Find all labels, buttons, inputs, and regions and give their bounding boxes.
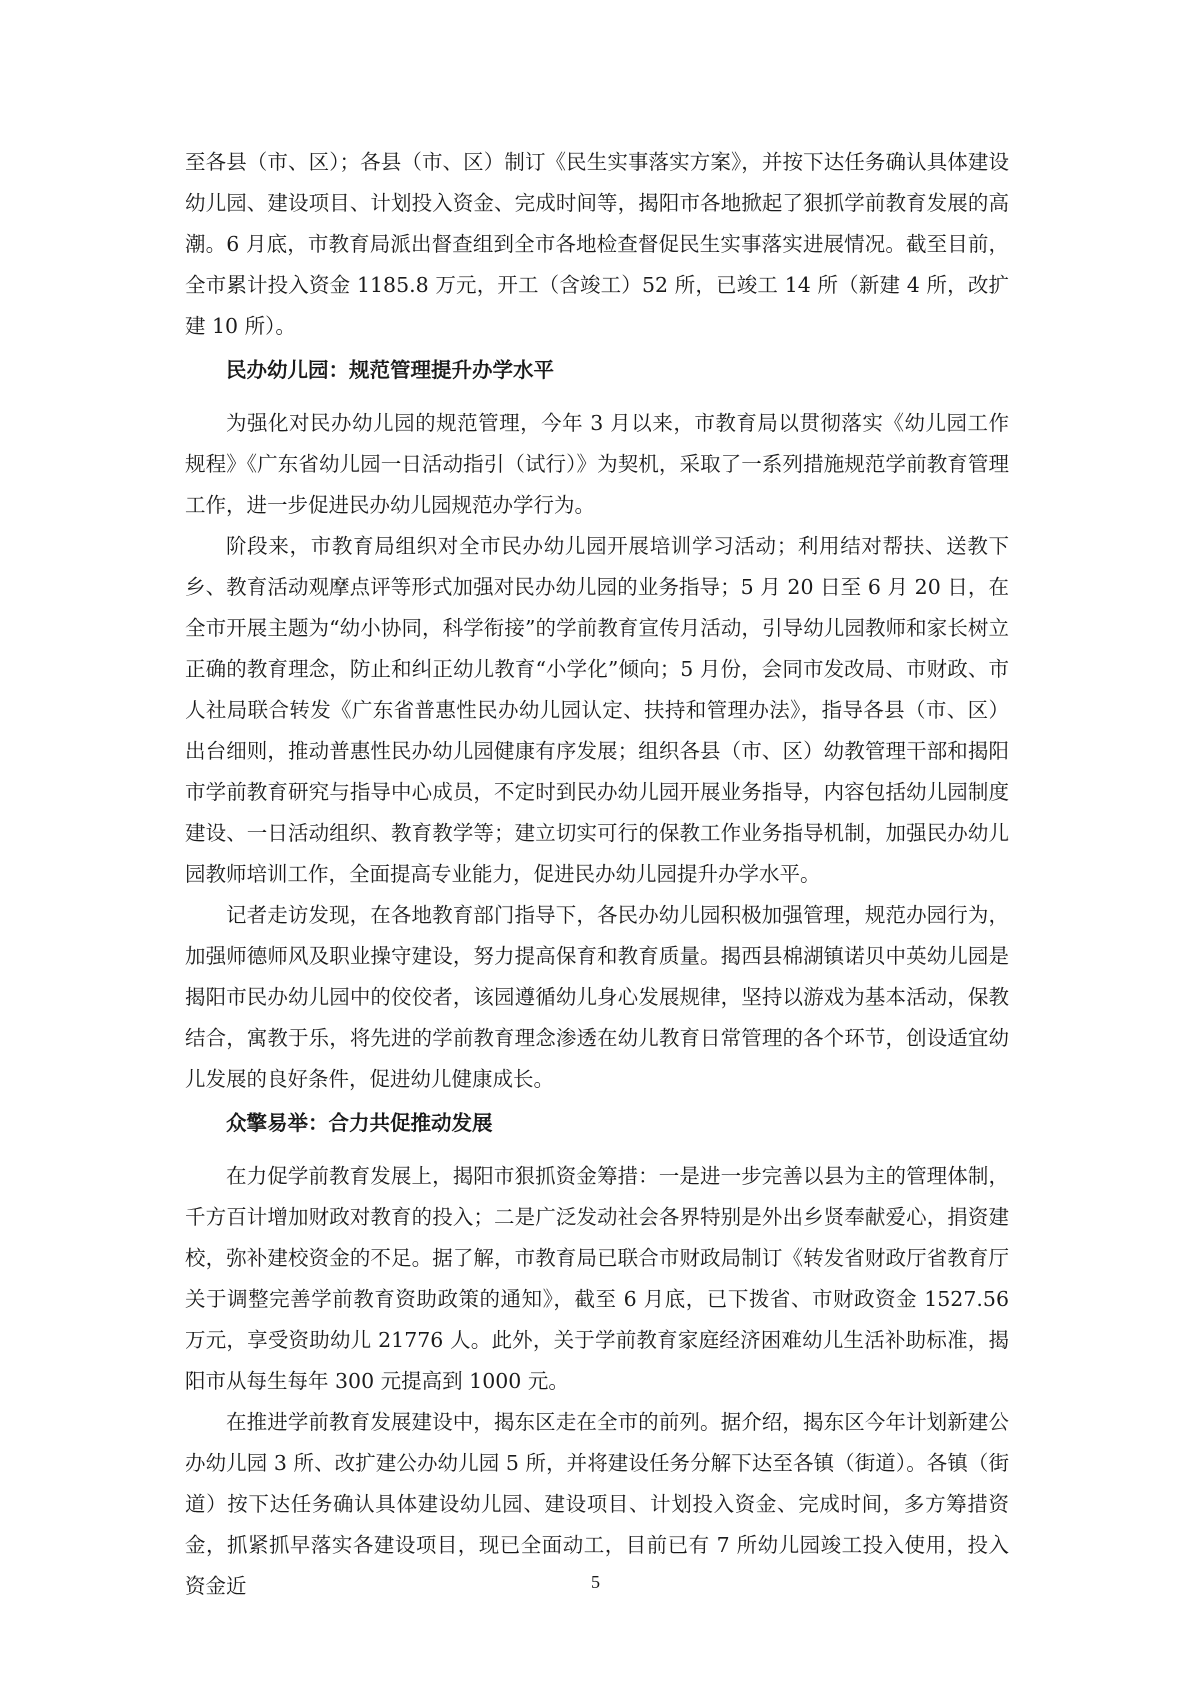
paragraph-2: 为强化对民办幼儿园的规范管理，今年 3 月以来，市教育局以贯彻落实《幼儿园工作规程》《广东省幼儿园一日活动指引（试行）》为契机，采取了一系列措施规范学前教育管理工作，进一步促进民办幼儿园规范办学行为。 <box>185 411 1009 517</box>
paragraph-5: 在力促学前教育发展上，揭阳市狠抓资金筹措：一是进一步完善以县为主的管理体制，千方百计增加财政对教育的投入；二是广泛发动社会各界特别是外出乡贤奉献爱心，捐资建校，弥补建校资金的不足。据了解，市教育局已联合市财政局制订《转发省财政厅省教育厅关于调整完善学前教育资助政策的通知》，截至 6 月底，已下拨省、市财政资金 1527.56 万元，享受资助幼儿 21776 人。此外，关于学前教育家庭经济困难幼儿生活补助标准，揭阳市从每生每年 300 元提高到 1000 元。 <box>185 1164 1009 1393</box>
page-number: 5 <box>591 1572 600 1592</box>
section-heading-joint-effort: 众擎易举：合力共促推动发展 <box>226 1111 493 1135</box>
paragraph-6: 在推进学前教育发展建设中，揭东区走在全市的前列。据介绍，揭东区今年计划新建公办幼儿园 3 所、改扩建公办幼儿园 5 所，并将建设任务分解下达至各镇（街道）。各镇（街道）按下达任务确认具体建设幼儿园、建设项目、计划投入资金、完成时间，多方筹措资金，抓紧抓早落实各建设项目，现已全面动工，目前已有 7 所幼儿园竣工投入使用，投入资金近 <box>185 1410 1009 1598</box>
section-heading-private-kindergarten: 民办幼儿园：规范管理提升办学水平 <box>226 358 554 382</box>
document-body <box>185 142 1009 1607</box>
paragraph-1: 至各县（市、区）；各县（市、区）制订《民生实事落实方案》，并按下达任务确认具体建设幼儿园、建设项目、计划投入资金、完成时间等，揭阳市各地掀起了狠抓学前教育发展的高潮。6 月底，市教育局派出督查组到全市各地检查督促民生实事落实进展情况。截至目前，全市累计投入资金 1185.8 万元，开工（含竣工）52 所，已竣工 14 所（新建 4 所，改扩建 10 所）。 <box>185 150 1009 338</box>
paragraph-3: 阶段来，市教育局组织对全市民办幼儿园开展培训学习活动；利用结对帮扶、送教下乡、教育活动观摩点评等形式加强对民办幼儿园的业务指导；5 月 20 日至 6 月 20 日，在全市开展主题为“幼小协同，科学衔接”的学前教育宣传月活动，引导幼儿园教师和家长树立正确的教育理念，防止和纠正幼儿教育“小学化”倾向；5 月份，会同市发改局、市财政、市人社局联合转发《广东省普惠性民办幼儿园认定、扶持和管理办法》，指导各县（市、区）出台细则，推动普惠性民办幼儿园健康有序发展；组织各县（市、区）幼教管理干部和揭阳市学前教育研究与指导中心成员，不定时到民办幼儿园开展业务指导，内容包括幼儿园制度建设、一日活动组织、教育教学等；建立切实可行的保教工作业务指导机制，加强民办幼儿园教师培训工作，全面提高专业能力，促进民办幼儿园提升办学水平。 <box>185 534 1009 886</box>
paragraph-4: 记者走访发现，在各地教育部门指导下，各民办幼儿园积极加强管理，规范办园行为，加强师德师风及职业操守建设，努力提高保育和教育质量。揭西县棉湖镇诺贝中英幼儿园是揭阳市民办幼儿园中的佼佼者，该园遵循幼儿身心发展规律，坚持以游戏为基本活动，保教结合，寓教于乐，将先进的学前教育理念渗透在幼儿教育日常管理的各个环节，创设适宜幼儿发展的良好条件，促进幼儿健康成长。 <box>185 903 1009 1091</box>
